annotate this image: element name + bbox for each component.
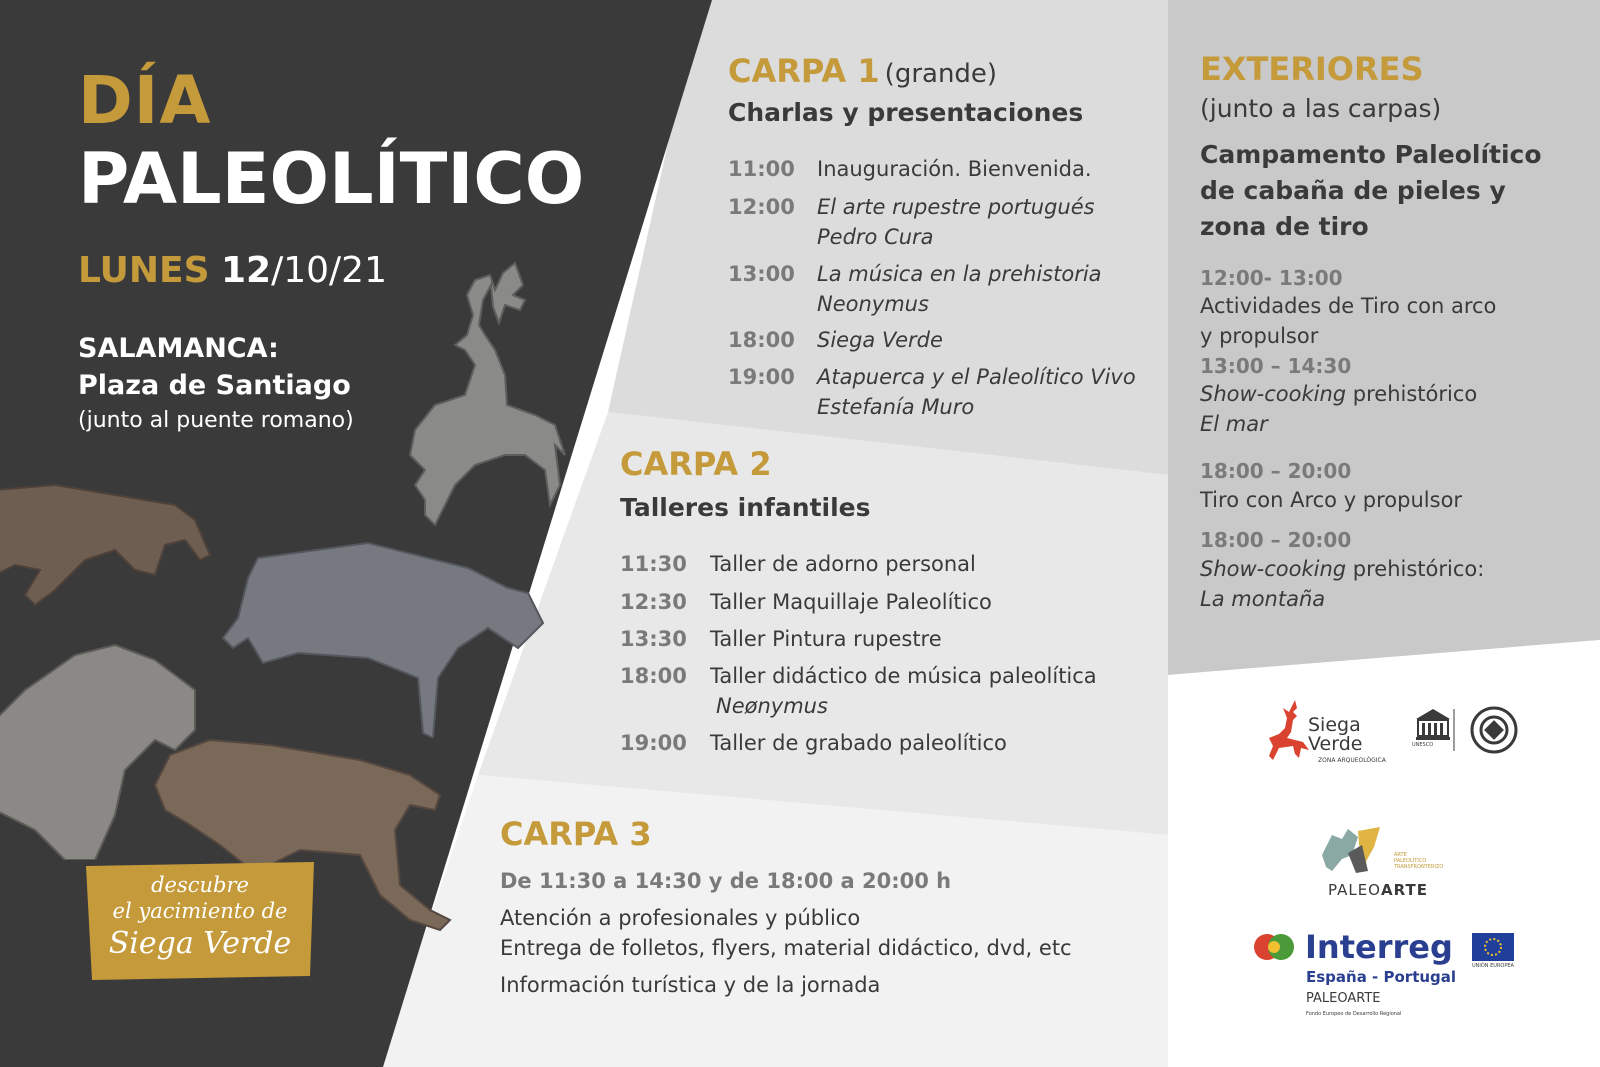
date-rest: /10/21 bbox=[271, 250, 387, 291]
location-place: Plaza de Santiago bbox=[78, 370, 351, 401]
carpa1-event: Inauguración. Bienvenida. bbox=[817, 157, 1092, 181]
date-day: LUNES bbox=[78, 250, 210, 291]
carpa1-event: Atapuerca y el Paleolítico Vivo bbox=[817, 365, 1136, 389]
carpa1-time: 12:00 bbox=[728, 195, 795, 219]
carpa3-schedule: De 11:30 a 14:30 y de 18:00 a 20:00 h bbox=[500, 869, 952, 893]
exteriores-note: (junto a las carpas) bbox=[1200, 94, 1442, 123]
exteriores-activity-4b: La montaña bbox=[1200, 587, 1326, 611]
carpa1-speaker: Estefanía Muro bbox=[817, 395, 975, 419]
bull-engraving-icon bbox=[218, 538, 548, 738]
exteriores-subtitle-2: de cabaña de pieles y bbox=[1200, 176, 1506, 205]
exteriores-activity-2a bbox=[1200, 382, 1477, 406]
exteriores-activity-4a bbox=[1200, 557, 1484, 581]
exteriores-activity-2a-rest: prehistórico bbox=[1346, 382, 1478, 406]
interreg-fund: Fondo Europeo de Desarrollo Regional bbox=[1306, 1011, 1402, 1017]
date-num: 12 bbox=[221, 250, 272, 291]
exteriores-activity-2b: El mar bbox=[1200, 412, 1268, 436]
exteriores-activity-1b: y propulsor bbox=[1200, 324, 1319, 348]
horse-engraving-icon bbox=[0, 480, 225, 610]
unesco-logo-text: UNESCO bbox=[1412, 742, 1434, 748]
carpa1-time: 19:00 bbox=[728, 365, 795, 389]
carpa1-heading bbox=[728, 52, 997, 90]
eu-flag-icon bbox=[1472, 933, 1514, 961]
event-date bbox=[78, 250, 387, 291]
exteriores-time-1: 12:00- 13:00 bbox=[1200, 266, 1343, 290]
carpa1-event: La música en la prehistoria bbox=[817, 262, 1102, 286]
carpa1-time: 11:00 bbox=[728, 157, 795, 181]
carpa1-time: 18:00 bbox=[728, 328, 795, 352]
location-note: (junto al puente romano) bbox=[78, 408, 354, 433]
carpa3-line-1: Atención a profesionales y público bbox=[500, 906, 861, 930]
carpa1-event: El arte rupestre portugués bbox=[817, 195, 1095, 219]
siega-verde-logo-sub: ZONA ARQUEOLÓGICA bbox=[1318, 757, 1386, 764]
location-city: SALAMANCA: bbox=[78, 333, 279, 364]
exteriores-activity-2a-it: Show-cooking bbox=[1200, 382, 1347, 406]
carpa2-event: Taller didáctico de música paleolítica bbox=[710, 664, 1097, 688]
paleoarte-logo-text bbox=[1328, 881, 1428, 899]
eu-label: UNIÓN EUROPEA bbox=[1472, 963, 1514, 969]
interreg-sub: España - Portugal bbox=[1306, 968, 1457, 986]
interreg-program: PALEOARTE bbox=[1306, 991, 1381, 1006]
carpa2-time: 18:00 bbox=[620, 664, 687, 688]
interreg-flags-icon bbox=[1252, 932, 1296, 962]
carpa2-subtitle: Talleres infantiles bbox=[620, 493, 871, 522]
carpa1-speaker: Neonymus bbox=[817, 292, 929, 316]
exteriores-activity-4a-rest: prehistórico: bbox=[1346, 557, 1485, 581]
exteriores-time-4: 18:00 – 20:00 bbox=[1200, 528, 1352, 552]
interreg-logo-text: Interreg bbox=[1305, 928, 1453, 966]
paleoarte-small-1: ARTE bbox=[1394, 852, 1407, 858]
carpa2-title: CARPA 2 bbox=[620, 445, 772, 483]
carpa2-event: Taller de grabado paleolítico bbox=[710, 731, 1007, 755]
deer-engraving-icon bbox=[395, 255, 585, 545]
siega-verde-deer-icon bbox=[1265, 698, 1313, 764]
title-line-2: PALEOLÍTICO bbox=[78, 138, 585, 220]
carpa2-speaker: Neønymus bbox=[716, 694, 828, 718]
carpa1-event: Siega Verde bbox=[817, 328, 943, 352]
exteriores-subtitle-3: zona de tiro bbox=[1200, 212, 1369, 241]
siega-verde-logo-line-2: Verde bbox=[1308, 733, 1363, 755]
carpa1-subtitle: Charlas y presentaciones bbox=[728, 98, 1084, 127]
carpa3-title: CARPA 3 bbox=[500, 815, 652, 853]
exteriores-activity-1a: Actividades de Tiro con arco bbox=[1200, 294, 1497, 318]
title-line-1: DÍA bbox=[78, 62, 212, 139]
paleoarte-small-text bbox=[1394, 852, 1443, 870]
carpa2-time: 13:30 bbox=[620, 627, 687, 651]
carpa3-line-2: Entrega de folletos, flyers, material didáctico, dvd, etc bbox=[500, 936, 1072, 960]
carpa2-time: 19:00 bbox=[620, 731, 687, 755]
carpa2-event: Taller Pintura rupestre bbox=[710, 627, 942, 651]
carpa1-note: (grande) bbox=[884, 59, 998, 89]
exteriores-time-3: 18:00 – 20:00 bbox=[1200, 459, 1352, 483]
carpa1-speaker: Pedro Cura bbox=[817, 225, 934, 249]
exteriores-activity-3: Tiro con Arco y propulsor bbox=[1200, 488, 1463, 512]
carpa2-time: 12:30 bbox=[620, 590, 687, 614]
carpa1-time: 13:00 bbox=[728, 262, 795, 286]
badge-line-2: el yacimiento de bbox=[112, 899, 288, 923]
siega-verde-logo-text bbox=[1308, 716, 1362, 754]
paleoarte-small-3: TRANSFRONTERIZO bbox=[1394, 864, 1444, 870]
exteriores-activity-4a-it: Show-cooking bbox=[1200, 557, 1347, 581]
badge-line-1: descubre bbox=[151, 873, 249, 897]
siega-verde-logo-line-1: Siega bbox=[1308, 714, 1361, 736]
paleoarte-logo-a: PALEO bbox=[1328, 881, 1381, 899]
paleoarte-logo-b: ARTE bbox=[1381, 881, 1428, 899]
paleoarte-logo-icon bbox=[1318, 825, 1388, 877]
exteriores-subtitle-1: Campamento Paleolítico bbox=[1200, 140, 1542, 169]
exteriores-time-2: 13:00 – 14:30 bbox=[1200, 354, 1352, 378]
carpa2-event: Taller Maquillaje Paleolítico bbox=[710, 590, 992, 614]
paleoarte-small-2: PALEOLÍTICO bbox=[1394, 858, 1427, 864]
carpa2-event: Taller de adorno personal bbox=[710, 552, 976, 576]
carpa3-line-3: Información turística y de la jornada bbox=[500, 973, 881, 997]
carpa1-title: CARPA 1 bbox=[728, 52, 880, 90]
badge-line-3: Siega Verde bbox=[108, 926, 292, 961]
exteriores-title: EXTERIORES bbox=[1200, 50, 1424, 88]
carpa2-time: 11:30 bbox=[620, 552, 687, 576]
